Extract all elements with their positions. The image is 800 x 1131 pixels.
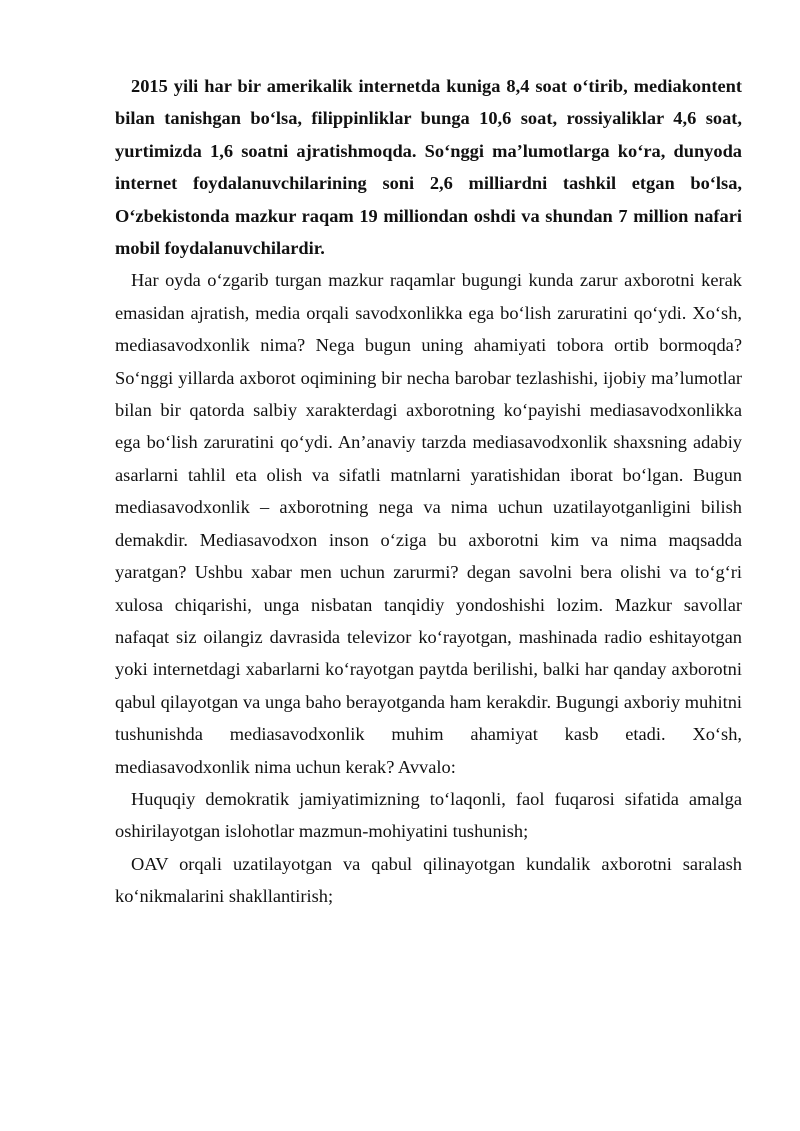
paragraph-media-literacy: Har oyda o‘zgarib turgan mazkur raqamlar bugungi kunda zarur axborotni kerak emasidan ajratish, media orqali savodxonlikka ega bo‘lish zaruratini qo‘ydi. Xo‘sh, mediasavodxonlik nima? Nega bugun uning ahamiyati tobora ortib bormoqda? So‘nggi yillarda axborot oqimining bir necha barobar tezlashishi, ijobiy ma’lumotlar bilan bir qatorda salbiy xarakterdagi axborotning ko‘payishi mediasavodxonlikka ega bo‘lish zaruratini qo‘ydi. An’anaviy tarzda mediasavodxonlik shaxsning adabiy asarlarni tahlil eta olish va sifatli matnlarni yaratishidan iborat bo‘lgan. Bugun mediasavodxonlik – axborotning nega va nima uchun uzatilayotganligini bilish demakdir. Mediasavodxon inson o‘ziga bu axborotni kim va nima maqsadda yaratgan? Ushbu xabar men uchun zarurmi? degan savolni bera olishi va to‘g‘ri xulosa chiqarishi, unga nisbatan tanqidiy yondoshishi lozim. Mazkur savollar nafaqat siz oilangiz davrasida televizor ko‘rayotgan, mashinada radio eshitayotgan yoki internetdagi xabarlarni ko‘rayotgan paytda berilishi, balki har qanday axborotni qabul qilayotgan va unga baho berayotganda ham kerakdir. Bugungi axboriy muhitni tushunishda mediasavodxonlik muhim ahamiyat kasb etadi. Xo‘sh, mediasavodxonlik nima uchun kerak? Avvalo: xyxy=(115,270,742,777)
paragraph-internet-statistics: 2015 yili har bir amerikalik internetda kuniga 8,4 soat o‘tirib, mediakontent bilan tanishgan bo‘lsa, filippinliklar bunga 10,6 soat, rossiyaliklar 4,6 soat, yurtimizda 1,6 soatni ajratishmoqda. So‘nggi ma’lumotlarga ko‘ra, dunyoda internet foydalanuvchilarining soni 2,6 milliardni tashkil etgan bo‘lsa, O‘zbekistonda mazkur raqam 19 milliondan oshdi va shundan 7 million nafari mobil foydalanuvchilardir. xyxy=(115,76,742,259)
paragraph-list-item-1: Huquqiy demokratik jamiyatimizning to‘laqonli, faol fuqarosi sifatida amalga oshirilayotgan islohotlar mazmun-mohiyatini tushunish; xyxy=(115,788,742,842)
document-page xyxy=(115,70,742,913)
paragraph-list-item-2: OAV orqali uzatilayotgan va qabul qilinayotgan kundalik axborotni saralash ko‘nikmalarini shakllantirish; xyxy=(115,853,742,907)
